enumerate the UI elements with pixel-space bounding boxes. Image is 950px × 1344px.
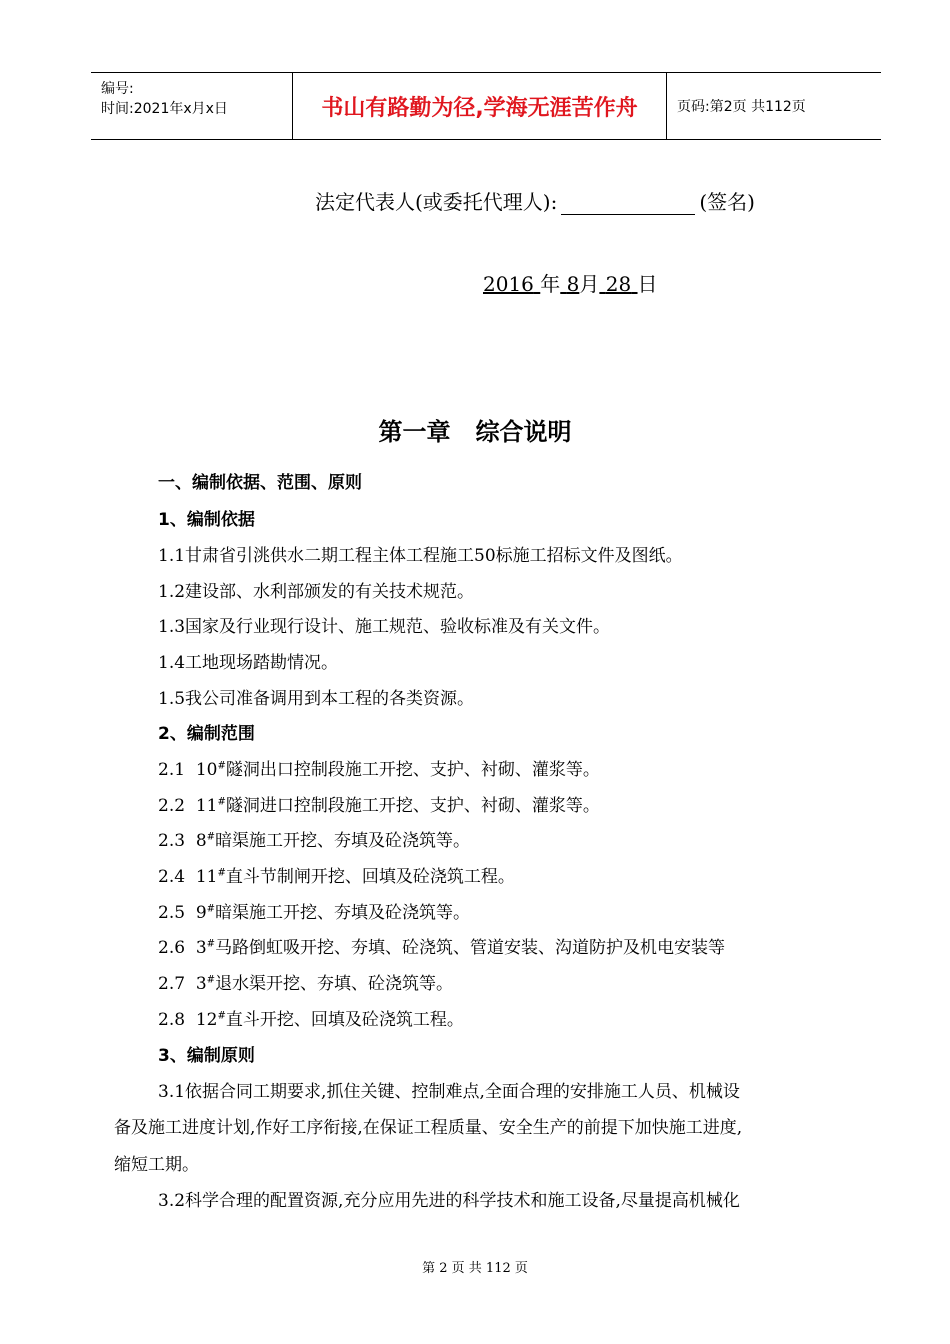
body-line: 1.1甘肃省引洮供水二期工程主体工程施工50标施工招标文件及图纸。	[158, 546, 683, 566]
signature-suffix: (签名)	[699, 190, 755, 214]
subsection-heading: 1、编制依据	[158, 510, 255, 530]
date-day: 28	[605, 272, 632, 296]
signature-blank	[561, 196, 695, 215]
body-line: 缩短工期。	[114, 1155, 199, 1175]
date-month-unit: 月	[579, 272, 600, 296]
header-meta	[91, 73, 293, 139]
header-motto: 书山有路勤为径,学海无涯苦作舟	[293, 73, 667, 139]
chapter-title: 第一章 综合说明	[378, 418, 572, 446]
date-month: 8	[566, 272, 580, 296]
signature-line	[315, 186, 755, 215]
document-time: 时间:2021年x月x日	[101, 101, 228, 117]
body-line: 1.3国家及行业现行设计、施工规范、验收标准及有关文件。	[158, 617, 611, 637]
document-number-label: 编号:	[101, 81, 134, 97]
body-line: 2.6 3#马路倒虹吸开挖、夯填、砼浇筑、管道安装、沟道防护及机电安装等	[158, 938, 726, 958]
date-day-unit: 日	[637, 272, 658, 296]
subsection-heading: 2、编制范围	[158, 724, 255, 744]
date-year-unit: 年	[540, 272, 561, 296]
page-footer: 第 2 页 共 112 页	[422, 1261, 528, 1276]
body-line: 2.7 3#退水渠开挖、夯填、砼浇筑等。	[158, 974, 454, 994]
body-line: 3.2科学合理的配置资源,充分应用先进的科学技术和施工设备,尽量提高机械化	[158, 1191, 740, 1211]
body-line: 2.5 9#暗渠施工开挖、夯填及砼浇筑等。	[158, 903, 471, 923]
date-line	[483, 268, 658, 297]
body-line: 1.4工地现场踏勘情况。	[158, 653, 339, 673]
subsection-heading: 3、编制原则	[158, 1046, 255, 1066]
body-line: 2.8 12#直斗开挖、回填及砼浇筑工程。	[158, 1010, 464, 1030]
body-line: 2.2 11#隧洞进口控制段施工开挖、支护、衬砌、灌浆等。	[158, 796, 600, 816]
signature-label: 法定代表人(或委托代理人):	[315, 190, 558, 214]
body-line: 2.3 8#暗渠施工开挖、夯填及砼浇筑等。	[158, 831, 471, 851]
header-page-info: 页码:第2页 共112页	[677, 99, 806, 115]
date-year: 2016	[483, 272, 534, 296]
page-header	[91, 72, 881, 140]
body-line: 3.1依据合同工期要求,抓住关键、控制难点,全面合理的安排施工人员、机械设	[158, 1082, 740, 1102]
section-heading: 一、编制依据、范围、原则	[158, 473, 362, 493]
body-line: 1.2建设部、水利部颁发的有关技术规范。	[158, 582, 475, 602]
body-line: 1.5我公司准备调用到本工程的各类资源。	[158, 689, 475, 709]
body-line: 备及施工进度计划,作好工序衔接,在保证工程质量、安全生产的前提下加快施工进度,	[114, 1118, 743, 1138]
body-line: 2.1 10#隧洞出口控制段施工开挖、支护、衬砌、灌浆等。	[158, 760, 600, 780]
body-line: 2.4 11#直斗节制闸开挖、回填及砼浇筑工程。	[158, 867, 515, 887]
